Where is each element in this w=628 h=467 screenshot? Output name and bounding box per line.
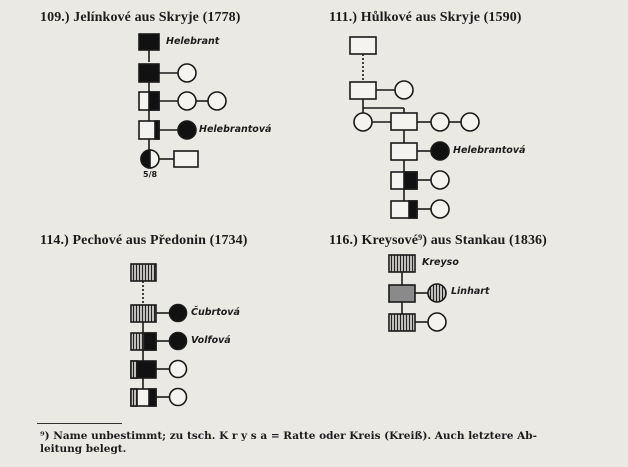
- male-116-3: [389, 314, 415, 331]
- footnote-rule: [37, 423, 122, 424]
- male-114-5-fill: [149, 389, 156, 406]
- male-109-5: [174, 151, 198, 167]
- female-114-4: [170, 361, 187, 378]
- male-114-3-fill: [144, 333, 156, 350]
- female-114-5: [170, 389, 187, 406]
- female-111-2: [395, 81, 413, 99]
- title-111: 111.) Hůlkové aus Skryje (1590): [329, 10, 522, 25]
- footnote: [40, 430, 600, 456]
- female-114-2: [170, 305, 187, 322]
- label-curbtova: Čubrtová: [191, 307, 240, 318]
- female-109-3b: [208, 92, 226, 110]
- female-109-2: [178, 64, 196, 82]
- female-111-4: [431, 142, 449, 160]
- female-116-3: [428, 313, 446, 331]
- male-109-3-fill: [149, 92, 159, 110]
- male-114-5-hatch: [131, 389, 137, 406]
- female-109-4: [178, 121, 196, 139]
- male-111-4: [391, 143, 417, 160]
- male-114-2: [131, 305, 156, 322]
- male-114-4-hatch: [131, 361, 137, 378]
- footnote-line-1: ⁹) Name unbestimmt; zu tsch. K r y s a = Ratte oder Kreis (Kreiß). Auch letztere Ab-: [40, 430, 537, 442]
- title-116: 116.) Kreysové⁹) aus Stankau (1836): [329, 233, 547, 248]
- female-111-5: [431, 171, 449, 189]
- male-109-1: [139, 34, 159, 50]
- footnote-line-2: leitung belegt.: [40, 443, 127, 455]
- male-111-5-fill: [404, 172, 417, 189]
- male-114-1: [131, 264, 156, 281]
- pedigree-114: [131, 264, 187, 406]
- female-109-3a: [178, 92, 196, 110]
- title-109: 109.) Jelínkové aus Skryje (1778): [40, 10, 241, 25]
- fraction-label: 5/8: [143, 170, 158, 179]
- label-linhart: Linhart: [451, 286, 490, 297]
- label-volfova: Volfová: [191, 335, 231, 346]
- male-116-1: [389, 255, 415, 272]
- female-111-3b: [431, 113, 449, 131]
- female-109-5-fill: [141, 150, 150, 168]
- label-kreyso: Kreyso: [422, 257, 459, 268]
- female-114-3: [170, 333, 187, 350]
- female-111-6: [431, 200, 449, 218]
- male-109-4-fill: [155, 121, 159, 139]
- title-114: 114.) Pechové aus Předonin (1734): [40, 233, 248, 248]
- male-116-2: [389, 285, 415, 302]
- female-116-2: [428, 284, 446, 302]
- label-helebrantova-109: Helebrantová: [199, 124, 272, 135]
- male-109-2: [139, 64, 159, 82]
- male-111-1: [350, 37, 376, 54]
- male-111-2: [350, 82, 376, 99]
- female-111-3c: [461, 113, 479, 131]
- pedigree-109: [139, 34, 226, 168]
- female-111-3a: [354, 113, 372, 131]
- pedigree-111: [350, 37, 479, 218]
- label-helebrantova-111: Helebrantová: [453, 145, 526, 156]
- label-helebrant: Helebrant: [166, 36, 220, 47]
- male-111-6-fill: [409, 201, 417, 218]
- male-111-3: [391, 113, 417, 130]
